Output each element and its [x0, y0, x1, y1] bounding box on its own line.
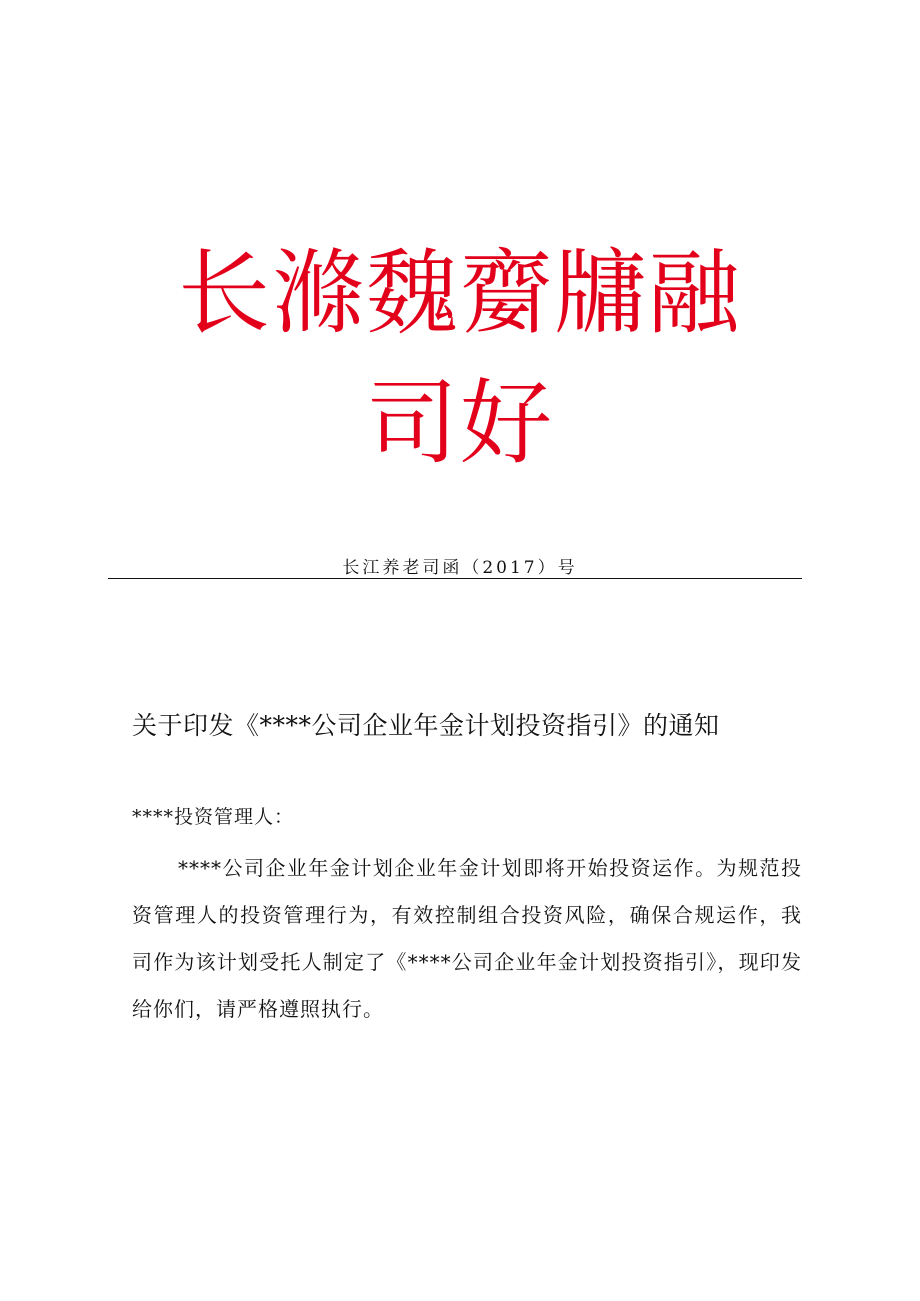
salutation: ****投资管理人：	[132, 806, 295, 828]
red-header-org-name-line2: 司好	[365, 370, 554, 477]
header-divider	[108, 578, 802, 579]
document-number: 长江养老司函（2017）号	[342, 558, 578, 578]
body-paragraph: ****公司企业年金计划企业年金计划即将开始投资运作。为规范投资管理人的投资管理行为，有效控制组合投资风险，确保合规运作，我司作为该计划受托人制定了《****公司企业年金计划投资指引》，现印发给你们，请严格遵照执行。	[132, 856, 802, 1021]
red-header-org-name-line1: 长滌魏䶒牗融	[177, 240, 742, 347]
notice-title: 关于印发《****公司企业年金计划投资指引》的通知	[132, 711, 720, 740]
